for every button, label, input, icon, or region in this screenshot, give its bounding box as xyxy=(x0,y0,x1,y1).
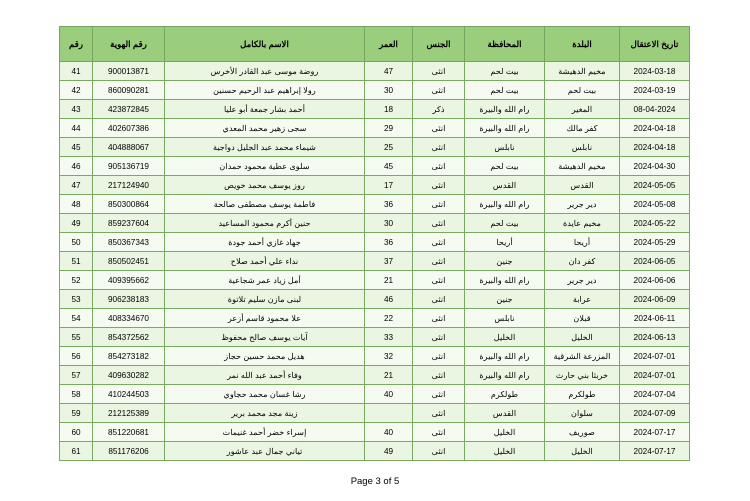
cell-id: 851220681 xyxy=(93,423,165,442)
cell-age: 40 xyxy=(365,423,413,442)
cell-age: 36 xyxy=(365,195,413,214)
cell-age: 30 xyxy=(365,214,413,233)
table-row xyxy=(60,81,690,100)
table-row xyxy=(60,347,690,366)
table-body xyxy=(60,62,690,461)
cell-sex: انثى xyxy=(413,271,465,290)
cell-age: 29 xyxy=(365,119,413,138)
cell-town: كفر مالك xyxy=(545,119,620,138)
cell-sex: ذكر xyxy=(413,100,465,119)
cell-id: 900013871 xyxy=(93,62,165,81)
cell-id: 402607386 xyxy=(93,119,165,138)
cell-sex: انثى xyxy=(413,214,465,233)
cell-gov: جنين xyxy=(465,290,545,309)
cell-id: 905136719 xyxy=(93,157,165,176)
cell-gov: بيت لحم xyxy=(465,62,545,81)
cell-num: 54 xyxy=(60,309,93,328)
cell-sex: انثى xyxy=(413,176,465,195)
cell-id: 850502451 xyxy=(93,252,165,271)
cell-gov: جنين xyxy=(465,252,545,271)
table-row xyxy=(60,442,690,461)
cell-age: 21 xyxy=(365,271,413,290)
cell-age: 30 xyxy=(365,81,413,100)
cell-num: 44 xyxy=(60,119,93,138)
cell-name: آيات يوسف صالح محفوظ xyxy=(165,328,365,347)
cell-name: فاطمة يوسف مصطفى صالحة xyxy=(165,195,365,214)
cell-num: 57 xyxy=(60,366,93,385)
cell-date: 2024-03-19 xyxy=(620,81,690,100)
cell-name: نداء علي أحمد صلاح xyxy=(165,252,365,271)
table-row xyxy=(60,176,690,195)
cell-num: 42 xyxy=(60,81,93,100)
cell-num: 47 xyxy=(60,176,93,195)
cell-num: 49 xyxy=(60,214,93,233)
cell-name: تياني جمال عبد عاشور xyxy=(165,442,365,461)
cell-id: 217124940 xyxy=(93,176,165,195)
cell-num: 59 xyxy=(60,404,93,423)
table-row xyxy=(60,233,690,252)
cell-sex: انثى xyxy=(413,195,465,214)
cell-age: 49 xyxy=(365,442,413,461)
cell-age: 37 xyxy=(365,252,413,271)
cell-sex: انثى xyxy=(413,138,465,157)
table-row xyxy=(60,138,690,157)
cell-id: 410244503 xyxy=(93,385,165,404)
cell-name: رشا غسان محمد حجاوي xyxy=(165,385,365,404)
cell-sex: انثى xyxy=(413,81,465,100)
cell-id: 906238183 xyxy=(93,290,165,309)
cell-name: إسراء خضر أحمد غنيمات xyxy=(165,423,365,442)
cell-name: زينة مجد محمد برير xyxy=(165,404,365,423)
column-header-date: تاريخ الاعتقال xyxy=(620,27,690,62)
cell-date: 2024-07-09 xyxy=(620,404,690,423)
cell-age: 18 xyxy=(365,100,413,119)
cell-name: شيماء محمد عبد الجليل دواجية xyxy=(165,138,365,157)
cell-age: 36 xyxy=(365,233,413,252)
cell-id: 851176206 xyxy=(93,442,165,461)
cell-date: 2024-05-29 xyxy=(620,233,690,252)
table-row xyxy=(60,157,690,176)
table-header xyxy=(60,27,690,62)
cell-gov: بيت لحم xyxy=(465,157,545,176)
table-row xyxy=(60,214,690,233)
cell-name: لبنى مازن سليم تلاتوة xyxy=(165,290,365,309)
table-row xyxy=(60,309,690,328)
cell-num: 45 xyxy=(60,138,93,157)
cell-gov: بيت لحم xyxy=(465,81,545,100)
cell-age: 17 xyxy=(365,176,413,195)
column-header-id-number: رقم الهوية xyxy=(93,27,165,62)
cell-date: 2024-05-22 xyxy=(620,214,690,233)
cell-name: حنين أكرم محمود المساعيد xyxy=(165,214,365,233)
cell-sex: انثى xyxy=(413,309,465,328)
column-header-full-name: الاسم بالكامل xyxy=(165,27,365,62)
table-row xyxy=(60,423,690,442)
cell-num: 41 xyxy=(60,62,93,81)
cell-num: 50 xyxy=(60,233,93,252)
cell-id: 409395662 xyxy=(93,271,165,290)
column-header-governorate: المحافظة xyxy=(465,27,545,62)
cell-num: 55 xyxy=(60,328,93,347)
cell-date: 2024-05-05 xyxy=(620,176,690,195)
cell-num: 51 xyxy=(60,252,93,271)
cell-id: 408334670 xyxy=(93,309,165,328)
cell-town: كفر دان xyxy=(545,252,620,271)
cell-date: 08-04-2024 xyxy=(620,100,690,119)
table-row xyxy=(60,290,690,309)
cell-age: 25 xyxy=(365,138,413,157)
cell-id: 854372562 xyxy=(93,328,165,347)
table-row xyxy=(60,366,690,385)
cell-town: خربثا بني حارث xyxy=(545,366,620,385)
cell-num: 48 xyxy=(60,195,93,214)
table-row xyxy=(60,252,690,271)
column-header-row-number: رقم xyxy=(60,27,93,62)
table-row xyxy=(60,385,690,404)
cell-town: القدس xyxy=(545,176,620,195)
table-row xyxy=(60,404,690,423)
cell-town: سلوان xyxy=(545,404,620,423)
cell-town: صوريف xyxy=(545,423,620,442)
cell-name: أمل زياد عمر شجاعية xyxy=(165,271,365,290)
cell-sex: انثى xyxy=(413,328,465,347)
cell-num: 60 xyxy=(60,423,93,442)
cell-name: جهاد غازي أحمد جودة xyxy=(165,233,365,252)
cell-date: 2024-06-11 xyxy=(620,309,690,328)
cell-gov: رام الله والبيرة xyxy=(465,366,545,385)
cell-gov: طولكرم xyxy=(465,385,545,404)
cell-name: وفاء أحمد عبد الله نمر xyxy=(165,366,365,385)
cell-sex: انثى xyxy=(413,252,465,271)
cell-town: المغير xyxy=(545,100,620,119)
column-header-town: البلدة xyxy=(545,27,620,62)
cell-town: مخيم الدهيشة xyxy=(545,62,620,81)
cell-num: 46 xyxy=(60,157,93,176)
cell-gov: الخليل xyxy=(465,423,545,442)
cell-id: 404888067 xyxy=(93,138,165,157)
cell-id: 850300864 xyxy=(93,195,165,214)
cell-sex: انثى xyxy=(413,423,465,442)
cell-name: روضة موسى عبد القادر الأخرس xyxy=(165,62,365,81)
cell-id: 423872845 xyxy=(93,100,165,119)
cell-date: 2024-04-18 xyxy=(620,138,690,157)
cell-name: سجى زهير محمد المعدي xyxy=(165,119,365,138)
cell-town: المزرعة الشرقية xyxy=(545,347,620,366)
cell-town: مخيم الدهيشة xyxy=(545,157,620,176)
column-header-age: العمر xyxy=(365,27,413,62)
cell-sex: انثى xyxy=(413,233,465,252)
cell-town: دير جرير xyxy=(545,195,620,214)
cell-gov: رام الله والبيرة xyxy=(465,271,545,290)
cell-id: 850367343 xyxy=(93,233,165,252)
cell-gov: بيت لحم xyxy=(465,214,545,233)
cell-name: علا محمود قاسم أزعر xyxy=(165,309,365,328)
cell-num: 61 xyxy=(60,442,93,461)
cell-num: 56 xyxy=(60,347,93,366)
cell-id: 859237604 xyxy=(93,214,165,233)
cell-town: أريحا xyxy=(545,233,620,252)
cell-date: 2024-07-04 xyxy=(620,385,690,404)
cell-num: 52 xyxy=(60,271,93,290)
table-row xyxy=(60,119,690,138)
cell-date: 2024-07-01 xyxy=(620,366,690,385)
cell-sex: انثى xyxy=(413,290,465,309)
cell-age: 40 xyxy=(365,385,413,404)
cell-date: 2024-05-08 xyxy=(620,195,690,214)
cell-sex: انثى xyxy=(413,347,465,366)
cell-name: أحمد بشار جمعة أبو عليا xyxy=(165,100,365,119)
cell-num: 53 xyxy=(60,290,93,309)
cell-date: 2024-03-18 xyxy=(620,62,690,81)
cell-gov: نابلس xyxy=(465,309,545,328)
cell-num: 43 xyxy=(60,100,93,119)
cell-gov: الخليل xyxy=(465,442,545,461)
cell-age xyxy=(365,404,413,423)
cell-id: 409630282 xyxy=(93,366,165,385)
cell-gov: رام الله والبيرة xyxy=(465,119,545,138)
detainee-table xyxy=(59,26,690,461)
table-row xyxy=(60,195,690,214)
table-row xyxy=(60,62,690,81)
cell-date: 2024-06-09 xyxy=(620,290,690,309)
cell-age: 45 xyxy=(365,157,413,176)
cell-sex: انثى xyxy=(413,157,465,176)
cell-sex: انثى xyxy=(413,119,465,138)
cell-gov: رام الله والبيرة xyxy=(465,347,545,366)
cell-town: الخليل xyxy=(545,328,620,347)
cell-age: 33 xyxy=(365,328,413,347)
cell-gov: القدس xyxy=(465,176,545,195)
cell-age: 32 xyxy=(365,347,413,366)
cell-name: سلوى عطية محمود حمدان xyxy=(165,157,365,176)
cell-age: 21 xyxy=(365,366,413,385)
cell-gov: الخليل xyxy=(465,328,545,347)
cell-date: 2024-07-17 xyxy=(620,423,690,442)
cell-town: دير جرير xyxy=(545,271,620,290)
cell-age: 47 xyxy=(365,62,413,81)
cell-age: 22 xyxy=(365,309,413,328)
cell-gov: أريحا xyxy=(465,233,545,252)
cell-age: 46 xyxy=(365,290,413,309)
cell-date: 2024-04-30 xyxy=(620,157,690,176)
cell-sex: انثى xyxy=(413,404,465,423)
table-row xyxy=(60,271,690,290)
cell-sex: انثى xyxy=(413,366,465,385)
table-header-row xyxy=(60,27,690,62)
cell-date: 2024-06-06 xyxy=(620,271,690,290)
cell-town: قبلان xyxy=(545,309,620,328)
cell-date: 2024-06-13 xyxy=(620,328,690,347)
cell-sex: انثى xyxy=(413,442,465,461)
cell-id: 854273182 xyxy=(93,347,165,366)
cell-town: طولكرم xyxy=(545,385,620,404)
table-row xyxy=(60,100,690,119)
column-header-sex: الجنس xyxy=(413,27,465,62)
cell-town: عرابة xyxy=(545,290,620,309)
cell-town: مخيم عايدة xyxy=(545,214,620,233)
cell-id: 212125389 xyxy=(93,404,165,423)
cell-name: روز يوسف محمد خويص xyxy=(165,176,365,195)
page-footer: Page 3 of 5 xyxy=(350,476,400,487)
table-row xyxy=(60,328,690,347)
cell-town: نابلس xyxy=(545,138,620,157)
cell-date: 2024-07-17 xyxy=(620,442,690,461)
cell-date: 2024-04-18 xyxy=(620,119,690,138)
cell-sex: انثى xyxy=(413,62,465,81)
cell-date: 2024-07-01 xyxy=(620,347,690,366)
cell-sex: انثى xyxy=(413,385,465,404)
cell-gov: القدس xyxy=(465,404,545,423)
cell-name: رولا إبراهيم عبد الرحيم حسنين xyxy=(165,81,365,100)
cell-date: 2024-06-05 xyxy=(620,252,690,271)
cell-town: بيت لحم xyxy=(545,81,620,100)
cell-gov: رام الله والبيرة xyxy=(465,195,545,214)
cell-town: الخليل xyxy=(545,442,620,461)
cell-num: 58 xyxy=(60,385,93,404)
cell-gov: رام الله والبيرة xyxy=(465,100,545,119)
cell-name: هديل محمد حسين حجاز xyxy=(165,347,365,366)
cell-id: 860090281 xyxy=(93,81,165,100)
cell-gov: نابلس xyxy=(465,138,545,157)
